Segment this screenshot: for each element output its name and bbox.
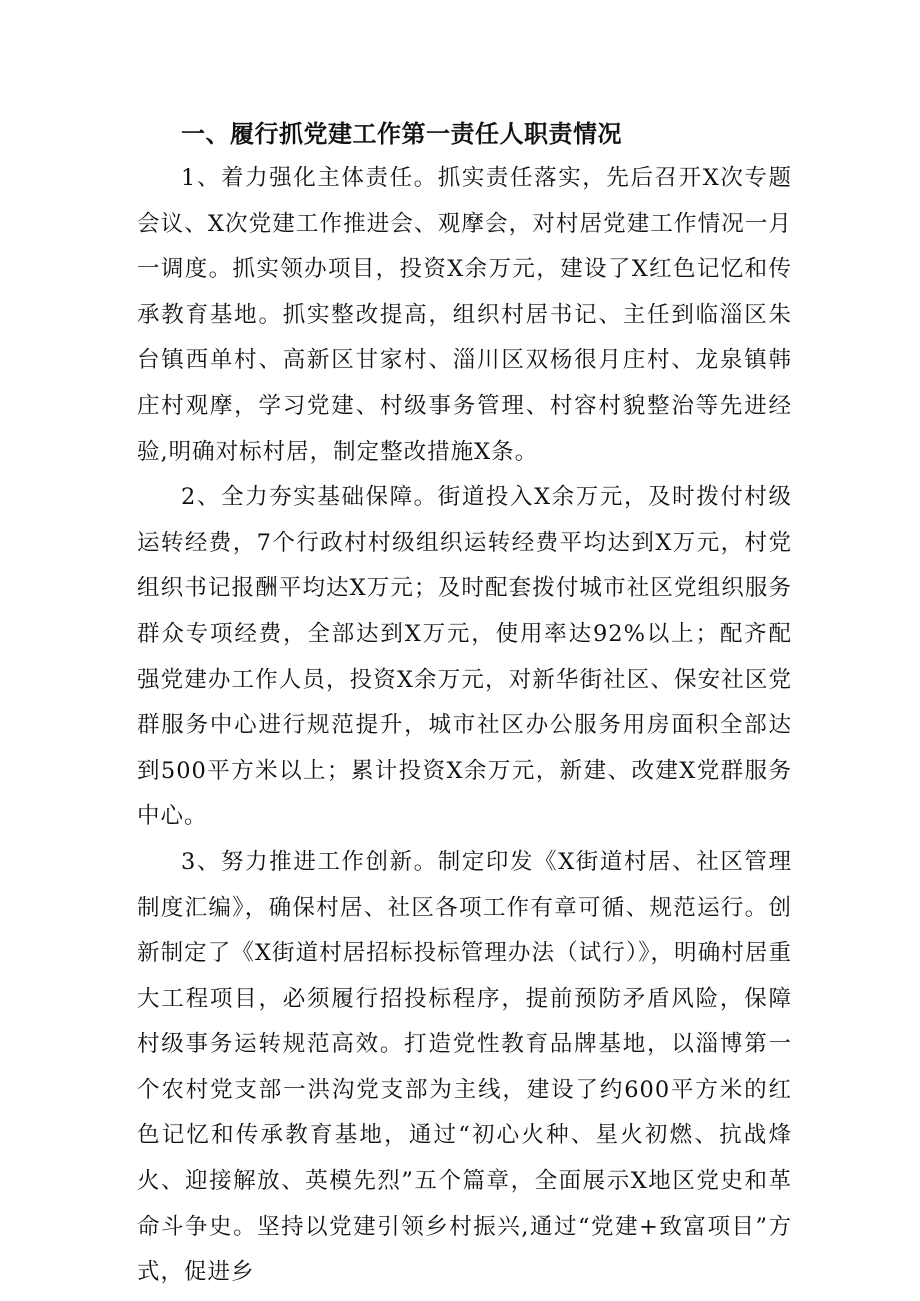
paragraph-3: 3、努力推进工作创新。制定印发《X街道村居、社区管理制度汇编》，确保村居、社区各项工作有章可循、规范运行。创新制定了《X街道村居招标投标管理办法（试行）》，明确村居重大工程项目，必须履行招投标程序，提前预防矛盾风险，保障村级事务运转规范高效。打造党性教育品牌基地，以淄博第一个农村党支部一洪沟党支部为主线，建设了约600平方米的红色记忆和传承教育基地，通过“初心火种、星火初燃、抗战烽火、迎接解放、英模先烈”五个篇章，全面展示X地区党史和革命斗争史。坚持以党建引领乡村振兴,通过“党建+致富项目”方式，促进乡 (137, 848, 792, 1286)
section-heading: 一、履行抓党建工作第一责任人职责情况 (181, 120, 622, 148)
paragraph-2: 2、全力夯实基础保障。街道投入X余万元，及时拨付村级运转经费，7个行政村村级组织运转经费平均达到X万元，村党组织书记报酬平均达X万元；及时配套拨付城市社区党组织服务群众专项经费，全部达到X万元，使用率达92%以上；配齐配强党建办工作人员，投资X余万元，对新华街社区、保安社区党群服务中心进行规范提升，城市社区办公服务用房面积全部达到500平方米以上；累计投资X余万元，新建、改建X党群服务中心。 (137, 484, 792, 830)
document-body (137, 112, 792, 1296)
paragraph-1: 1、着力强化主体责任。抓实责任落实，先后召开X次专题会议、X次党建工作推进会、观摩会，对村居党建工作情况一月一调度。抓实领办项目，投资X余万元，建设了X红色记忆和传承教育基地。抓实整改提高，组织村居书记、主任到临淄区朱台镇西单村、高新区甘家村、淄川区双杨很月庄村、龙泉镇韩庄村观摩，学习党建、村级事务管理、村容村貌整治等先进经验,明确对标村居，制定整改措施X条。 (137, 165, 792, 465)
